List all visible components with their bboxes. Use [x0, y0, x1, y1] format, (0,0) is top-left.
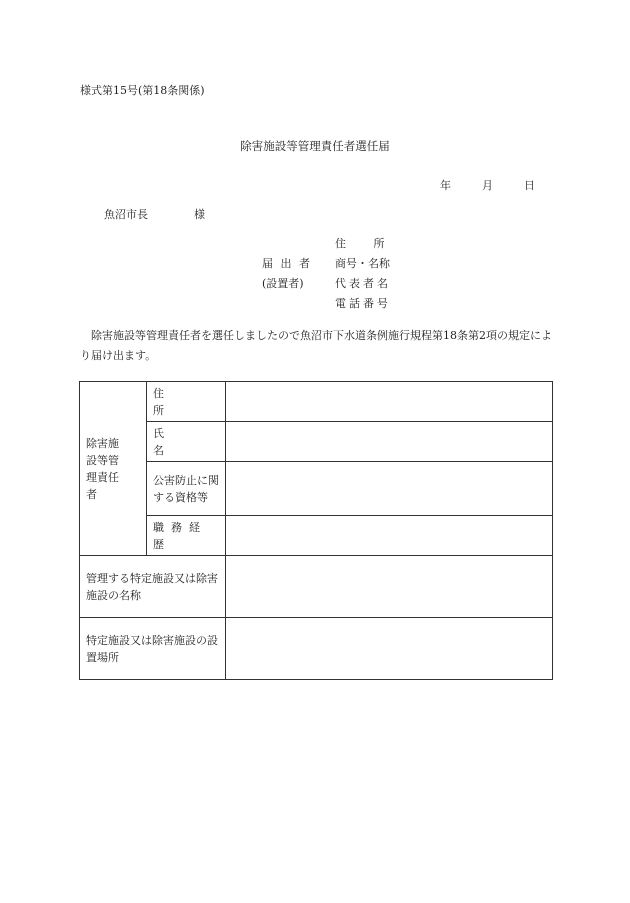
facility-location-label: 特定施設又は除害施設の設置場所 — [80, 618, 226, 680]
date-month-label: 月 — [482, 179, 493, 192]
group-label-cell — [80, 382, 147, 556]
applicant-label — [262, 254, 312, 294]
row-value-career[interactable] — [226, 516, 553, 556]
applicant-address-label: 住 所 — [335, 237, 385, 250]
document-title: 除害施設等管理責任者選任届 — [240, 139, 390, 153]
applicant-label-line2: (設置者) — [262, 277, 304, 290]
date-year-label: 年 — [440, 179, 451, 192]
facility-name-label: 管理する特定施設又は除害施設の名称 — [80, 556, 226, 618]
body-text: 除害施設等管理責任者を選任しましたので魚沼市下水道条例施行規程第18条第2項の規定により届け出ます。 — [80, 329, 552, 362]
applicant-company-label: 商号・名称 — [335, 257, 390, 270]
applicant-label-line1: 届 出 者 — [262, 257, 312, 270]
row-value-address[interactable] — [226, 382, 553, 422]
addressee — [104, 206, 205, 222]
addressee-name: 魚沼市長 — [104, 208, 148, 221]
row-label-name: 氏名 — [147, 422, 226, 462]
responsible-person-table — [79, 381, 553, 680]
facility-name-value[interactable] — [226, 556, 553, 618]
addressee-honorific: 様 — [194, 208, 205, 221]
applicant-phone-label: 電話番号 — [335, 297, 391, 310]
row-label-qualification: 公害防止に関する資格等 — [147, 462, 226, 516]
row-value-name[interactable] — [226, 422, 553, 462]
applicant-fields — [335, 234, 391, 314]
date-line — [440, 177, 535, 193]
row-value-qualification[interactable] — [226, 462, 553, 516]
date-day-label: 日 — [524, 179, 535, 192]
facility-location-value[interactable] — [226, 618, 553, 680]
applicant-representative-label: 代表者名 — [335, 277, 391, 290]
row-label-career: 職務経歴 — [147, 516, 226, 556]
form-number: 様式第15号(第18条関係) — [80, 84, 205, 97]
row-label-address: 住所 — [147, 382, 226, 422]
group-label: 除害施設等管理責任者 — [86, 436, 119, 501]
